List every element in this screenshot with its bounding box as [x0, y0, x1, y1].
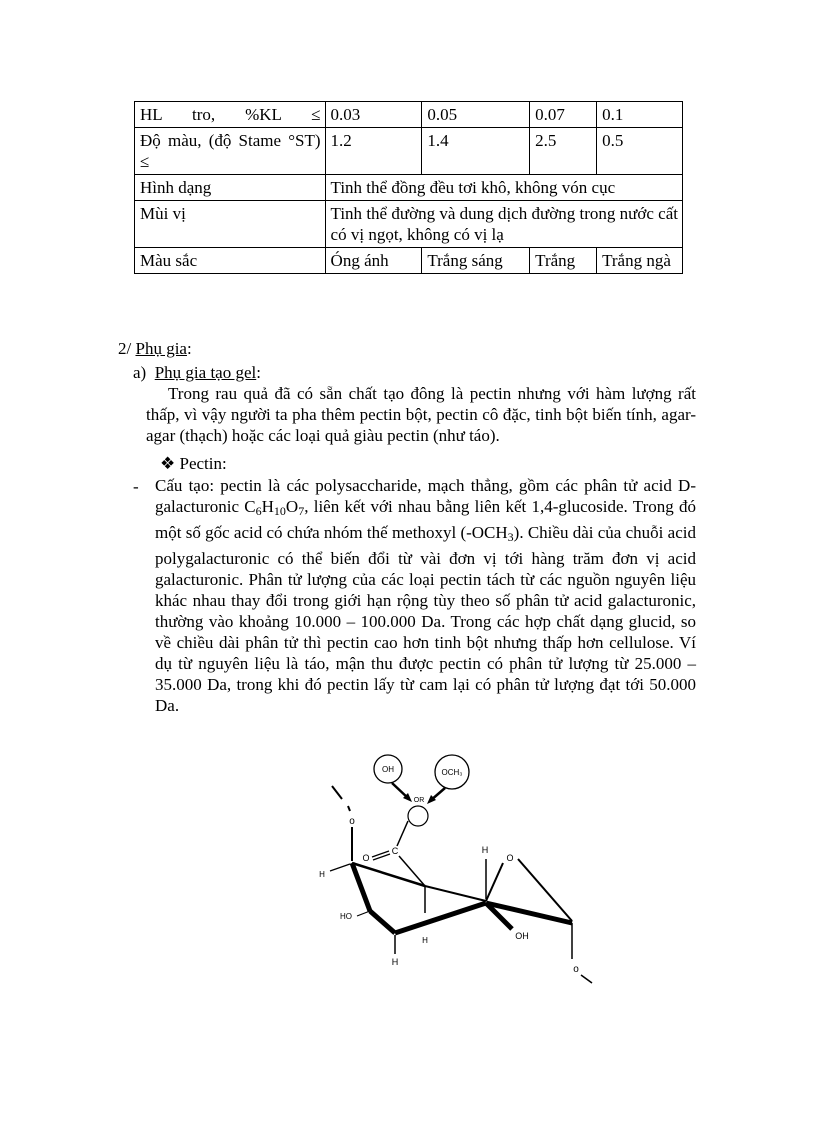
table-cell: 0.1 [597, 102, 683, 128]
h-top-label: H [481, 845, 489, 855]
table-cell: Trắng [530, 248, 597, 274]
bullet-label: Pectin: [179, 454, 227, 473]
text-run: O [285, 497, 299, 516]
subscript: 10 [273, 504, 286, 518]
oh-circle-label: OH [382, 765, 394, 774]
or-label: OR [413, 797, 425, 804]
subsection-title: Phụ gia tạo gel [154, 363, 257, 382]
subscript: 3 [507, 530, 514, 544]
table-cell: Óng ánh [325, 248, 422, 274]
structure-paragraph [155, 475, 696, 716]
specification-table [134, 101, 683, 274]
table-cell: Trắng sáng [422, 248, 530, 274]
row-label: Độ màu, (độ Stame °ST) ≤ [135, 128, 326, 175]
ring-bond-bold [352, 863, 370, 911]
table-row [135, 175, 683, 201]
double-bond [373, 854, 390, 860]
pectin-bullet [160, 453, 227, 474]
table-cell: 1.2 [325, 128, 422, 175]
c-carbonyl-label: C [391, 846, 399, 856]
double-bond [372, 851, 389, 857]
bond-stub [348, 806, 350, 811]
text-run: ). Chiều dài của chuỗi acid polygalacturonic có thể biến đổi từ vài đơn vị tới hàng trăm đơn vị acid galacturonic. Phân tử lượng của các loại pectin tách từ các nguồn nguyên liệu khác nhau thay đổi trong giới hạn rộng tùy theo số phân tử acid galacturonic, thường vào khoảng 10.000 – 100.000 Da. Trong các hợp chất dạng glucid, so về chiều dài phân tử thì pectin cao hơn tinh bột nhưng thấp hơn cellulose. Ví dụ từ nguyên liệu là táo, mận thu được pectin có phân tử lượng từ 25.000 – 35.000 Da, trong khi đó pectin lấy từ cam lại có phân tử lượng đạt tới 50.000 Da. [155, 523, 696, 715]
table-cell: 0.5 [597, 128, 683, 175]
table-row [135, 248, 683, 274]
bond-stub [332, 786, 342, 799]
section-title-suffix: : [186, 339, 192, 358]
subsection-heading [133, 362, 261, 383]
table-cell: 0.07 [530, 102, 597, 128]
table-cell: 2.5 [530, 128, 597, 175]
h-small-label: H [422, 936, 428, 945]
ring-bond-bold [395, 903, 486, 933]
ring-bond-bold [370, 911, 395, 933]
subscript: 7 [298, 504, 305, 518]
oh-right-label: OH [515, 931, 529, 941]
row-label: HL tro, %KL ≤ [135, 102, 326, 128]
och3-circle-label: OCH₃ [441, 768, 463, 777]
r-group-circle [408, 806, 428, 826]
dash-marker: - [133, 477, 139, 496]
text-run: H [261, 497, 274, 516]
bond [357, 911, 370, 916]
table-cell: 1.4 [422, 128, 530, 175]
bond [330, 864, 350, 871]
table-cell-wide: Tinh thể đường và dung dịch đường trong nước cất có vị ngọt, không có vị lạ [325, 201, 682, 248]
ring-bond [425, 886, 486, 901]
intro-paragraph: Trong rau quả đã có sẵn chất tạo đông là pectin nhưng với hàm lượng rất thấp, vì vậy người ta pha thêm pectin bột, pectin cô đặc, tinh bột biến tính, agar-agar (thạch) hoặc các loại quả giàu pectin (như táo). [146, 384, 696, 445]
h-bottom-label: H [391, 957, 399, 967]
section-number: 2/ [118, 339, 136, 358]
table-row [135, 128, 683, 175]
diamond-bullet-icon: ❖ [160, 454, 176, 473]
table-cell: 0.03 [325, 102, 422, 128]
subscript: 6 [255, 504, 262, 518]
ring-o-label: O [506, 853, 514, 863]
o-link-label: o [349, 816, 355, 827]
table-cell: 0.05 [422, 102, 530, 128]
table-row [135, 201, 683, 248]
table-row [135, 102, 683, 128]
galacturonic-acid-structure-figure [300, 751, 600, 986]
h-left-label: H [319, 870, 325, 879]
ho-label: HO [340, 912, 352, 921]
row-label: Màu sắc [135, 248, 326, 274]
table-cell-wide: Tinh thể đồng đều tơi khô, không vón cục [325, 175, 682, 201]
text-run: , liên kết với nhau bằng liên kết 1,4-glucoside. Trong đó một số gốc acid có chứa nhóm thế methoxyl (-OCH [155, 497, 697, 542]
bond-stub [581, 975, 592, 983]
o-link-label: o [573, 964, 579, 975]
row-label: Hình dạng [135, 175, 326, 201]
text-run: Cấu tạo: pectin là các polysaccharide, mạch thẳng, gồm các phân tử acid D-galacturonic C [155, 476, 696, 516]
ring-bond [486, 863, 503, 901]
section-title: Phụ gia [135, 339, 187, 358]
section-heading [118, 338, 192, 359]
o-carbonyl-label: O [362, 853, 370, 863]
bond [397, 821, 408, 846]
table-cell: Trắng ngà [597, 248, 683, 274]
row-label: Mùi vị [135, 201, 326, 248]
subsection-marker: a) [133, 363, 147, 382]
subsection-title-suffix: : [256, 363, 261, 382]
